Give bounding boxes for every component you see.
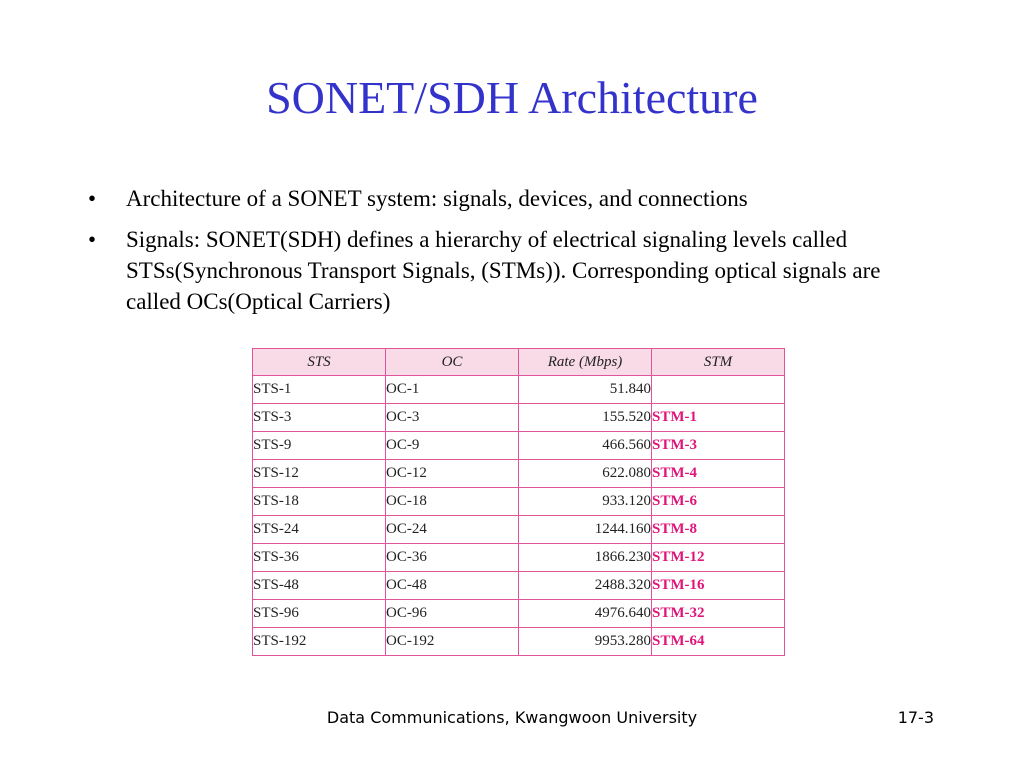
cell-rate: 155.520 <box>519 404 652 432</box>
table-row <box>253 404 785 432</box>
cell-oc: OC-9 <box>386 432 519 460</box>
cell-stm: STM-6 <box>652 488 785 516</box>
cell-stm: STM-3 <box>652 432 785 460</box>
slide-title: SONET/SDH Architecture <box>266 72 758 123</box>
bullet-text: Signals: SONET(SDH) defines a hierarchy of electrical signaling levels called STSs(Synchronous Transport Signals, (STMs)). Corresponding optical signals are called OCs(Optical Carriers) <box>126 227 881 314</box>
cell-sts: STS-24 <box>253 516 386 544</box>
cell-oc: OC-48 <box>386 572 519 600</box>
bullet-marker: • <box>88 227 97 252</box>
cell-sts: STS-192 <box>253 628 386 656</box>
table-row <box>253 432 785 460</box>
cell-rate: 9953.280 <box>519 628 652 656</box>
table-row <box>253 572 785 600</box>
cell-stm: STM-12 <box>652 544 785 572</box>
cell-oc: OC-24 <box>386 516 519 544</box>
cell-stm: STM-8 <box>652 516 785 544</box>
cell-stm: STM-32 <box>652 600 785 628</box>
cell-oc: OC-12 <box>386 460 519 488</box>
bullet-item <box>88 224 908 317</box>
page-number: 17-3 <box>897 708 934 727</box>
table-row <box>253 488 785 516</box>
cell-sts: STS-3 <box>253 404 386 432</box>
cell-oc: OC-96 <box>386 600 519 628</box>
cell-rate: 1866.230 <box>519 544 652 572</box>
cell-stm: STM-1 <box>652 404 785 432</box>
cell-oc: OC-1 <box>386 376 519 404</box>
table-header-row <box>253 349 785 376</box>
cell-rate: 51.840 <box>519 376 652 404</box>
footer-source: Data Communications, Kwangwoon University <box>326 708 698 727</box>
table-body <box>253 376 785 656</box>
column-header-oc: OC <box>386 349 519 376</box>
cell-oc: OC-3 <box>386 404 519 432</box>
column-header-rate: Rate (Mbps) <box>519 349 652 376</box>
table-row <box>253 628 785 656</box>
cell-stm: STM-4 <box>652 460 785 488</box>
column-header-sts: STS <box>253 349 386 376</box>
table-row <box>253 600 785 628</box>
sonet-hierarchy-table-container <box>252 348 785 656</box>
cell-sts: STS-1 <box>253 376 386 404</box>
bullet-list <box>88 183 908 327</box>
cell-oc: OC-192 <box>386 628 519 656</box>
cell-oc: OC-36 <box>386 544 519 572</box>
cell-sts: STS-48 <box>253 572 386 600</box>
table-row <box>253 460 785 488</box>
cell-rate: 1244.160 <box>519 516 652 544</box>
cell-sts: STS-12 <box>253 460 386 488</box>
bullet-text: Architecture of a SONET system: signals, devices, and connections <box>126 186 748 211</box>
cell-stm: STM-64 <box>652 628 785 656</box>
cell-rate: 933.120 <box>519 488 652 516</box>
cell-sts: STS-96 <box>253 600 386 628</box>
bullet-item <box>88 183 908 214</box>
table-row <box>253 376 785 404</box>
cell-rate: 466.560 <box>519 432 652 460</box>
cell-rate: 4976.640 <box>519 600 652 628</box>
bullet-marker: • <box>88 186 97 211</box>
column-header-stm: STM <box>652 349 785 376</box>
cell-sts: STS-36 <box>253 544 386 572</box>
cell-sts: STS-18 <box>253 488 386 516</box>
cell-rate: 2488.320 <box>519 572 652 600</box>
cell-oc: OC-18 <box>386 488 519 516</box>
cell-rate: 622.080 <box>519 460 652 488</box>
sonet-hierarchy-table <box>252 348 785 656</box>
table-row <box>253 544 785 572</box>
cell-stm <box>652 376 785 404</box>
cell-sts: STS-9 <box>253 432 386 460</box>
table-row <box>253 516 785 544</box>
cell-stm: STM-16 <box>652 572 785 600</box>
